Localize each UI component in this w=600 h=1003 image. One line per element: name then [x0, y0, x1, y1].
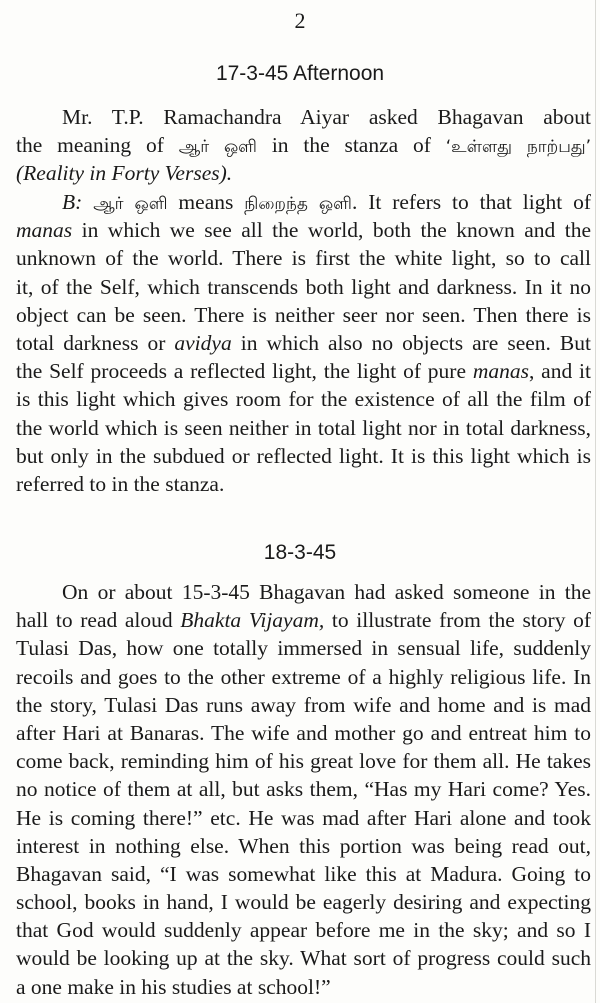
text-line: object can be seen. There is neither seer nor seen. Then there is	[16, 302, 591, 327]
speaker-label: B:	[62, 190, 83, 214]
text-run: total darkness or	[16, 330, 175, 355]
text-run: in which we see all the world, both the known and the	[72, 218, 591, 243]
text-line: that God would suddenly appear before me in the sky; and so I	[16, 918, 591, 943]
page-number: 2	[294, 8, 306, 33]
text-run: the meaning of	[16, 133, 164, 158]
text-line: recoils and goes to the other extreme of a highly religious life. In	[16, 664, 591, 689]
text-line: On or about 15-3-45 Bhagavan had asked someone in the	[62, 580, 591, 604]
text-line	[16, 131, 591, 159]
text-line: Bhagavan said, “I was somewhat like this at Madura. Going to	[16, 861, 591, 886]
text-line	[16, 606, 591, 634]
paragraph	[16, 188, 591, 498]
text-run: . It refers to that light of	[351, 190, 591, 214]
emphasis: avidya	[174, 330, 232, 355]
tamil-title: ‘உள்ளது நாற்பது’	[445, 137, 591, 158]
text-run: hall to read aloud	[16, 608, 181, 633]
section-heading: 18-3-45	[263, 541, 337, 564]
text-run: , and it	[528, 359, 591, 384]
text-run: in which also no objects are seen. But	[240, 330, 591, 355]
text-line: He is coming there!” etc. He was mad after Hari alone and took	[16, 805, 591, 830]
text-line: no notice of them at all, but asks them, “Has my Hari come? Yes.	[16, 777, 591, 802]
text-line: a one make in his studies at school!”	[16, 974, 331, 999]
text-line: but only in the subdued or reflected light. It is this light which is	[16, 443, 591, 468]
text-line: would be looking up at the sky. What sort of progress could such	[16, 946, 591, 971]
text-line	[16, 188, 591, 216]
tamil-term: ஆர் ஒளி	[93, 194, 168, 214]
text-line: interest in nothing else. When this portion was being read out,	[16, 833, 591, 858]
text-line	[16, 329, 591, 357]
text-line	[16, 216, 591, 244]
text-line	[16, 159, 591, 187]
text-run: means	[178, 190, 234, 214]
text-line: unknown of the world. There is first the white light, so to call	[16, 246, 591, 271]
text-line: the world which is seen neither in total light nor in total darkness,	[16, 415, 591, 440]
section-heading: 17-3-45 Afternoon	[215, 62, 385, 85]
page-edge-rule	[595, 0, 596, 1003]
text-line: it, of the Self, which transcends both light and darkness. In it no	[16, 274, 591, 299]
tamil-term: ஆர் ஒளி	[178, 137, 257, 158]
text-line: Mr. T.P. Ramachandra Aiyar asked Bhagavan about	[62, 105, 591, 129]
text-line: Tulasi Das, how one totally immersed in sensual life, suddenly	[16, 636, 591, 661]
text-line: is this light which gives room for the existence of all the film of	[16, 387, 591, 412]
text-line: come back, reminding him of his great love for them all. He takes	[16, 749, 591, 774]
paragraph	[16, 103, 591, 188]
tamil-term: நிறைந்த ஒளி	[244, 194, 352, 214]
book-title: (Reality in Forty Verses).	[16, 161, 233, 186]
book-title: Bhakta Vijayam,	[180, 608, 325, 633]
text-line: school, books in hand, I would be eagerly desiring and expecting	[16, 890, 591, 915]
text-run: the Self proceeds a reflected light, the light of pure	[16, 359, 473, 384]
text-line: referred to in the stanza.	[16, 471, 225, 496]
text-line: the story, Tulasi Das runs away from wife and home and is mad	[16, 692, 591, 717]
text-run: to illustrate from the story of	[324, 608, 591, 633]
text-run: in the stanza of	[271, 133, 431, 158]
text-line: after Hari at Banaras. The wife and mother go and entreat him to	[16, 720, 591, 745]
emphasis: manas	[16, 218, 73, 243]
text-line	[16, 357, 591, 385]
paragraph	[16, 578, 591, 1001]
emphasis: manas	[472, 359, 529, 384]
